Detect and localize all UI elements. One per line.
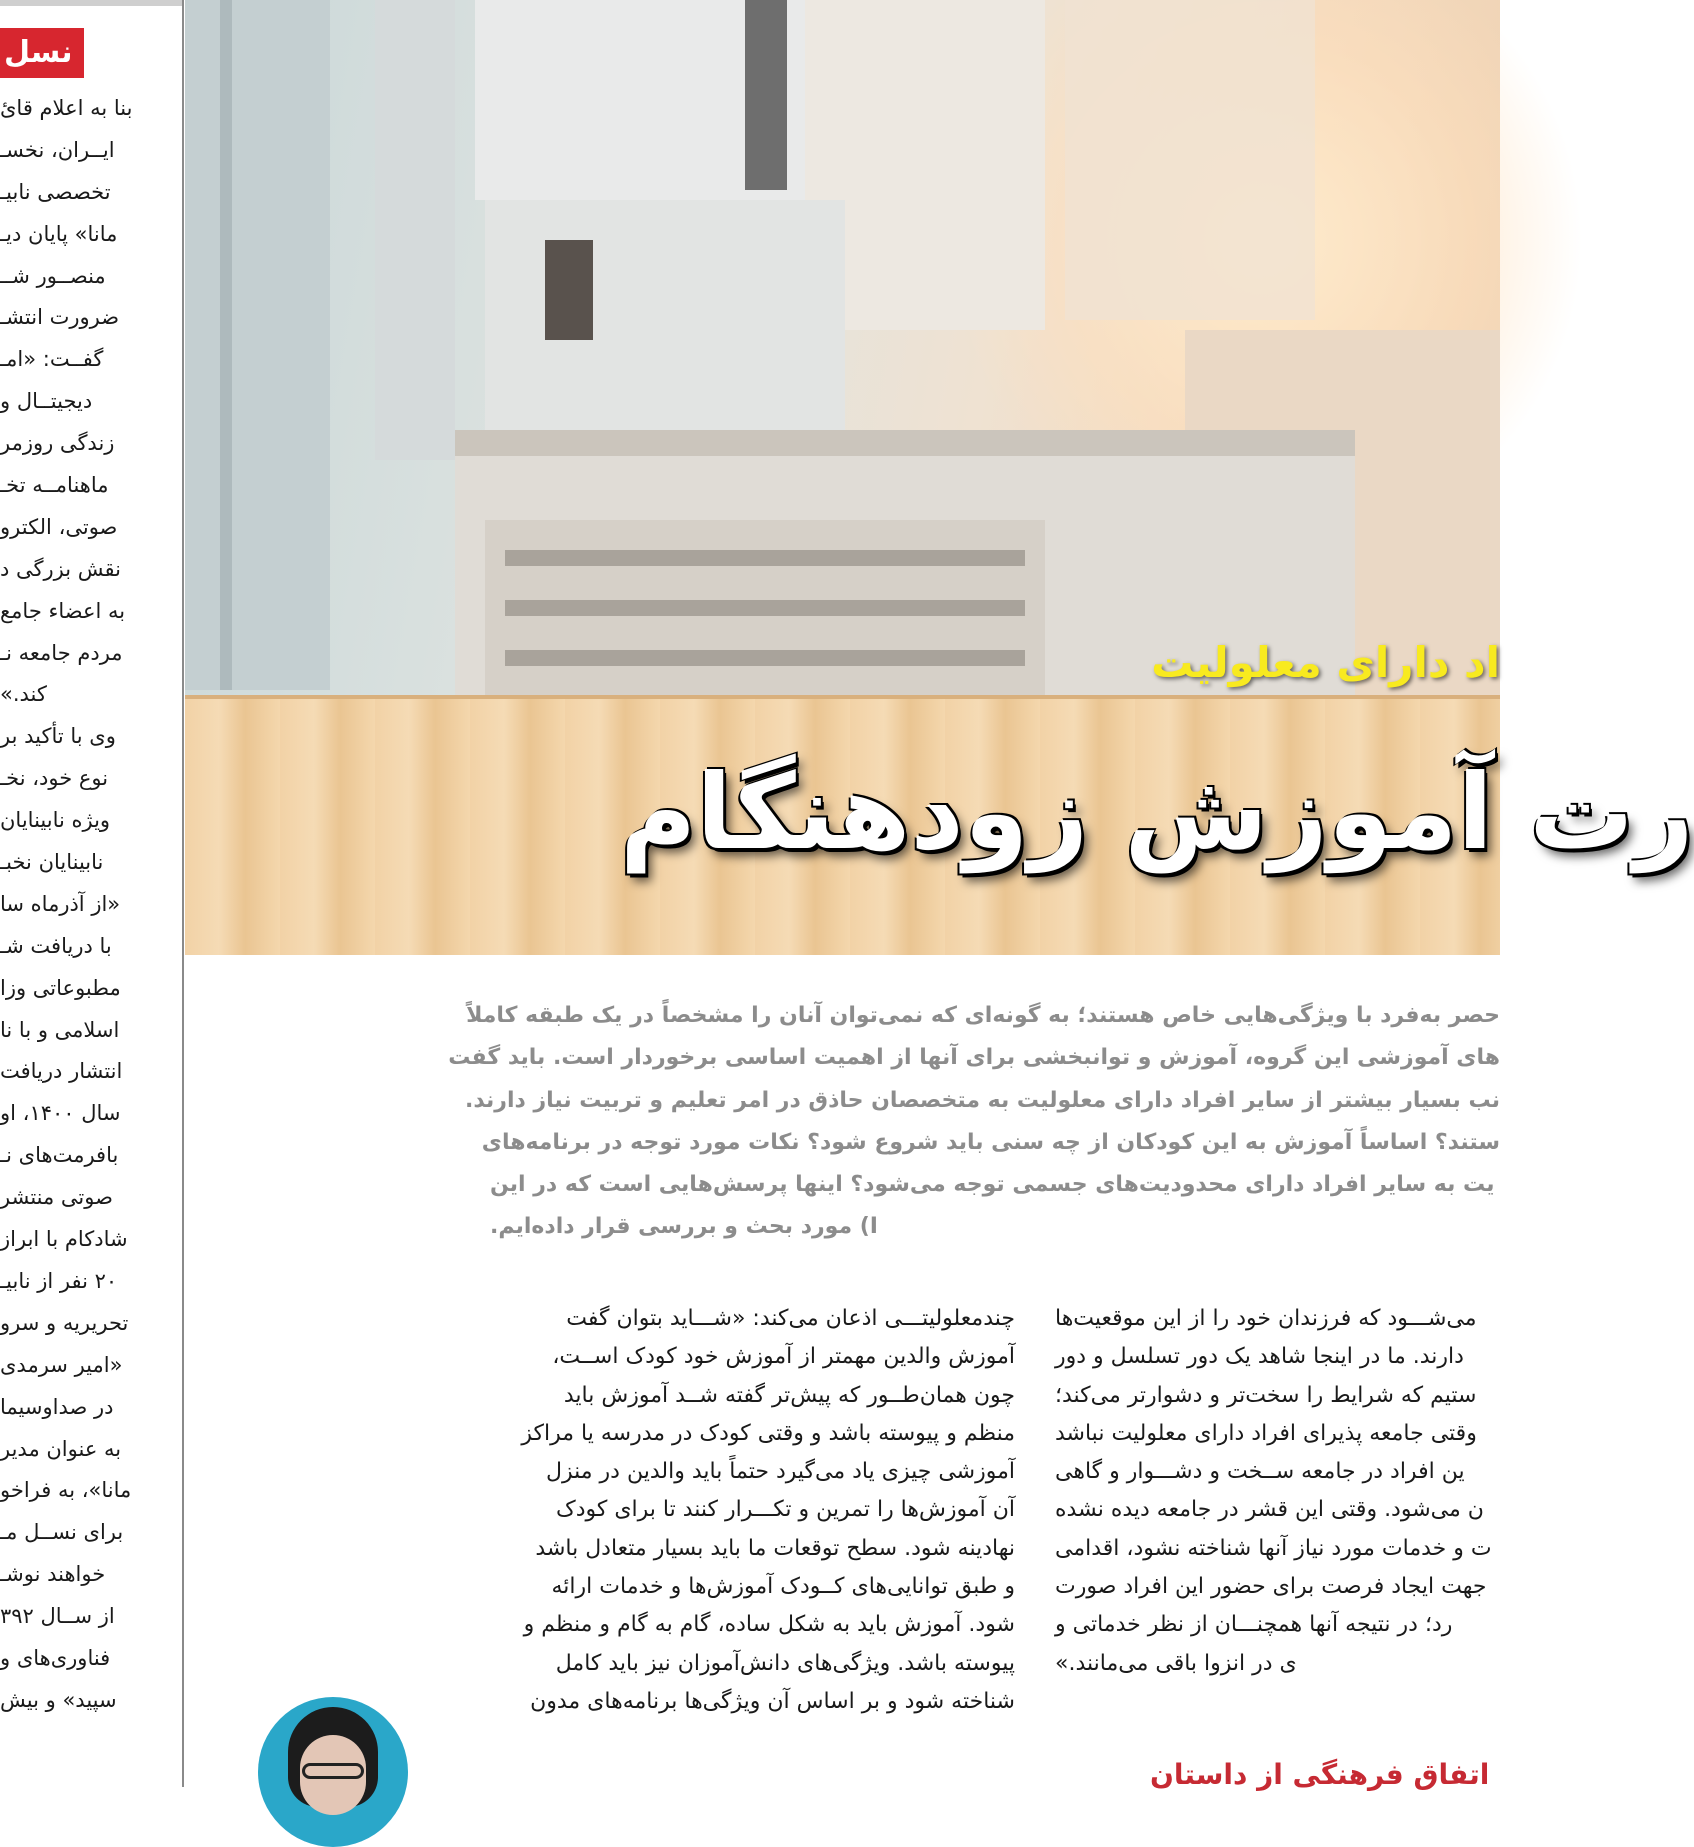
text-line: تخصصی نابیـ: [0, 179, 111, 204]
text-line: شادکام با ابراز: [0, 1227, 128, 1252]
hero-kicker: اد دارای معلولیت: [1151, 638, 1500, 687]
text-line: با دریافت شـ: [0, 933, 112, 958]
text-line: منصــور شــ: [0, 263, 106, 288]
text-line: آموزش والدین مهمتر از آموزش خود کودک اســت،: [552, 1344, 1015, 1370]
text-line: کند.»: [0, 682, 47, 707]
text-line: وی با تأکید بر: [0, 724, 116, 749]
text-line: ماهنامــه تخـ: [0, 473, 109, 498]
building: [475, 0, 805, 200]
text-line: ین افراد در جامعه ســخت و دشـــوار و گاهی: [1055, 1459, 1465, 1485]
text-line: ایــران، نخسـ: [0, 137, 115, 162]
text-line: گفــت: «امـ: [0, 347, 104, 372]
intro-line: I) مورد بحث و بررسی قرار داده‌ایم.: [490, 1214, 878, 1240]
left-column-header: نسل: [0, 28, 84, 78]
text-line: بنا به اعلام قائ: [0, 96, 133, 120]
text-line: «امیر سرمدی: [0, 1352, 123, 1377]
text-line: در صداوسیما: [0, 1394, 114, 1419]
text-line: منظم و پیوسته باشد و وقتی کودک در مدرسه یا مراکز: [521, 1420, 1015, 1446]
hero-headline: [620, 742, 1694, 882]
section-subhead: اتفاق فرهنگی از داستان: [1150, 1758, 1490, 1791]
intro-line: یت به سایر افراد دارای محدودیت‌های جسمی توجه می‌شود؟ اینها پرسش‌هایی است که در این: [490, 1172, 1495, 1198]
building: [1065, 0, 1315, 320]
building: [375, 0, 455, 460]
text-line: ت و خدمات مورد نیاز آنها شناخته نشود، اقدامی: [1055, 1535, 1492, 1561]
text-line: چون همان‌طــور که پیش‌تر گفته شــد آموزش باید: [563, 1382, 1015, 1408]
body-column-middle: [490, 1300, 1015, 1721]
text-line: نهادینه شود. سطح توقعات ما باید بسیار متعادل باشد: [535, 1535, 1015, 1561]
text-line: جهت ایجاد فرصت برای حضور این افراد صورت: [1055, 1574, 1487, 1600]
text-line: چندمعلولیتـــی اذعان می‌کند: «شـــاید بتوان گفت: [566, 1306, 1015, 1331]
text-line: «از آذرماه سا: [0, 891, 121, 916]
text-line: سال ۱۴۰۰، او: [0, 1101, 121, 1126]
text-line: سپید» و بیش: [0, 1687, 117, 1712]
top-strip: [0, 0, 182, 6]
text-line: ضرورت انتشـ: [0, 305, 120, 330]
text-line: مانا» پایان دیـ: [0, 221, 118, 246]
building: [485, 520, 1045, 695]
intro-line: حصر به‌فرد با ویژگی‌هایی خاص هستند؛ به گونه‌ای که نمی‌توان آنان را مشخصاً در یک طبقه کاملاً: [466, 1003, 1500, 1028]
text-line: ن می‌شود. وقتی این قشر در جامعه دیده نشده: [1055, 1497, 1484, 1523]
text-line: از ســال ۳۹۲: [0, 1604, 115, 1629]
text-line: رد؛ در نتیجه آنها همچنـــان از نظر خدماتی و: [1055, 1612, 1453, 1638]
text-line: نوع خود، نخـ: [0, 766, 109, 791]
text-line: صوتی منتشر: [0, 1185, 113, 1210]
text-line: دیجیتــال و: [0, 389, 93, 414]
text-line: تحریریه و سرو: [0, 1310, 129, 1335]
left-column: [0, 0, 182, 1787]
intro-line: ستند؟ اساساً آموزش به این کودکان از چه سنی باید شروع شود؟ نکات مورد توجه در برنامه‌های: [481, 1129, 1500, 1155]
text-line: ویژه نابینایان: [0, 808, 111, 833]
text-line: نابینایان نخبـ: [0, 850, 104, 875]
text-line: مطبوعاتی وزا: [0, 975, 121, 1000]
building: [185, 0, 330, 690]
intro-paragraph: [448, 995, 1500, 1249]
text-line: برای نســل مـ: [0, 1520, 124, 1545]
text-line: فناوری‌های و: [0, 1645, 111, 1670]
text-line: ستیم که شرایط را سخت‌تر و دشوارتر می‌کند؛: [1055, 1382, 1477, 1408]
text-line: زندگی روزمر: [0, 431, 115, 456]
text-line: مانا»، به فراخو: [0, 1478, 132, 1503]
intro-line: های آموزشی این گروه، آموزش و توانبخشی برای آنها از اهمیت اساسی برخوردار است. باید گفت: [448, 1045, 1500, 1071]
text-line: انتشار دریافت: [0, 1059, 123, 1084]
text-line: صوتی، الکترو: [0, 514, 118, 539]
body-column-right: [1055, 1300, 1500, 1683]
column-divider: [182, 0, 184, 1787]
text-line: اسلامی و با نا: [0, 1017, 120, 1042]
text-line: ۲۰ نفر از نابیـ: [0, 1268, 118, 1293]
intro-line: نب بسیار بیشتر از سایر افراد دارای معلولیت به متخصصان حاذق در امر تعلیم و تربیت نیاز دارند.: [464, 1087, 1500, 1113]
text-line: به اعضاء جامع: [0, 598, 126, 623]
text-line: می‌شـــود که فرزندان خود را از این موقعیت‌ها: [1055, 1306, 1477, 1331]
author-portrait: [258, 1697, 408, 1847]
text-line: آن آموزش‌ها را تمرین و تکـــرار کنند تا برای کودک: [556, 1497, 1015, 1523]
text-line: مردم جامعه نـ: [0, 640, 123, 665]
hero-headline-text: رت آموزش زودهنگام: [620, 751, 1694, 873]
text-line: ی در انزوا باقی می‌مانند.»: [1055, 1650, 1297, 1676]
text-line: بافرمت‌های نـ: [0, 1143, 119, 1168]
text-line: به عنوان مدیر: [0, 1436, 122, 1461]
text-line: پیوسته باشد. ویژگی‌های دانش‌آموزان نیز باید کامل: [555, 1650, 1015, 1676]
text-line: شناخته شود و بر اساس آن ویژگی‌ها برنامه‌های مدون: [530, 1688, 1015, 1714]
text-line: نقش بزرگی د: [0, 556, 122, 581]
text-line: و طبق توانایی‌های کــودک آموزش‌ها و خدمات ارائه: [551, 1574, 1015, 1600]
hero-image: [185, 0, 1694, 955]
text-line: خواهند نوشـ: [0, 1562, 106, 1587]
text-line: آموزشی چیزی یاد می‌گیرد حتماً باید والدین در منزل: [546, 1459, 1015, 1485]
text-line: دارند. ما در اینجا شاهد یک دور تسلسل و دور: [1055, 1344, 1464, 1370]
text-line: شود. آموزش باید به شکل ساده، گام به گام و منظم و: [523, 1612, 1015, 1638]
text-line: وقتی جامعه پذیرای افراد دارای معلولیت نباشد: [1055, 1420, 1477, 1446]
left-column-text: [0, 88, 182, 1722]
